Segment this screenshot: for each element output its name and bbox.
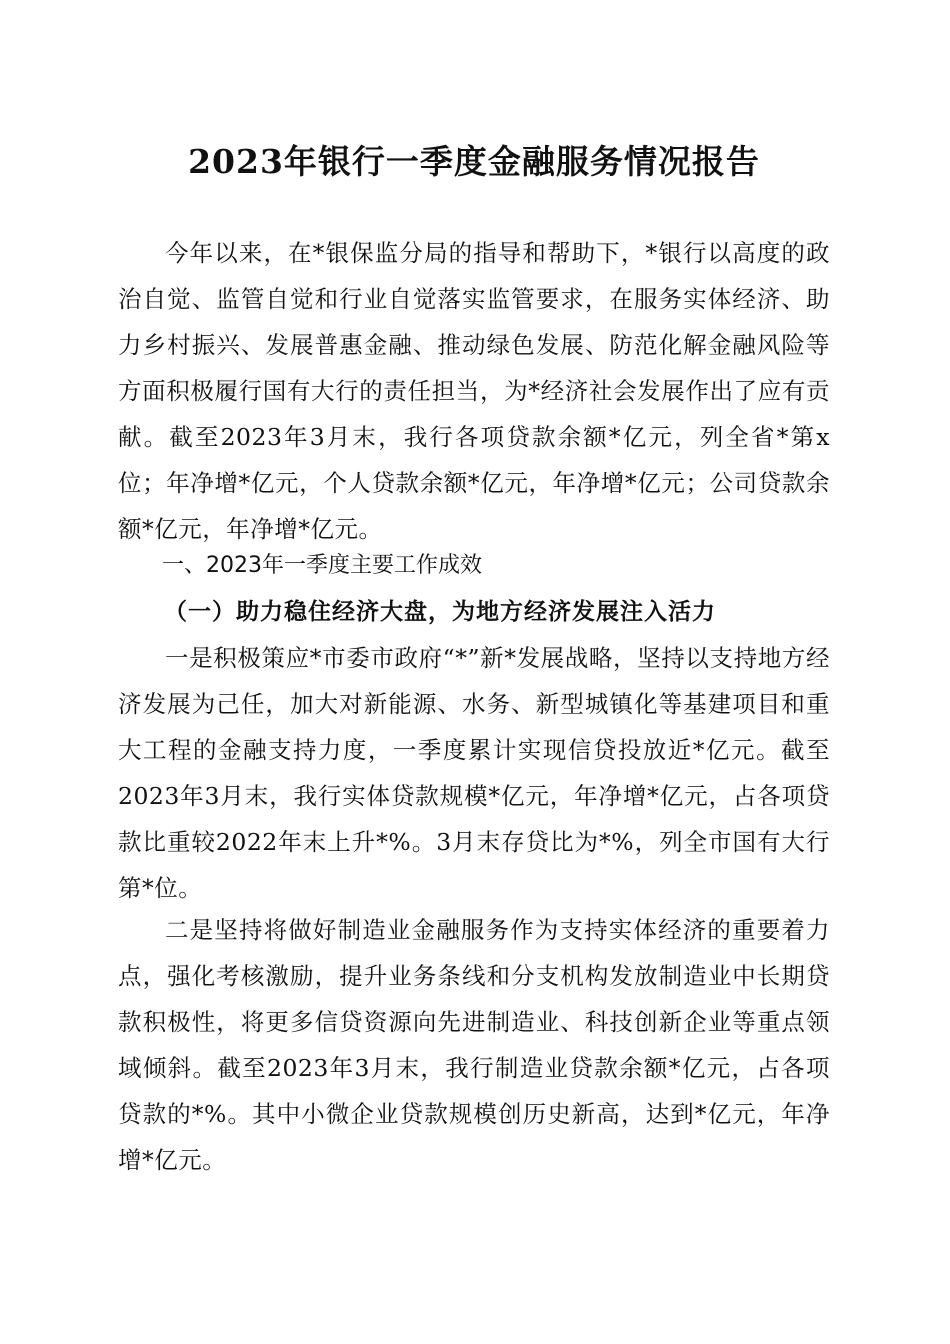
paragraph-one: 一是积极策应*市委市政府“*”新*发展战略，坚持以支持地方经济发展为己任，加大对新能源、水务、新型城镇化等基建项目和重大工程的金融支持力度，一季度累计实现信贷投放近*亿元。截至2023年3月末，我行实体贷款规模*亿元，年净增*亿元，占各项贷款比重较2022年末上升*%。3月末存贷比为*%，列全市国有大行第*位。 [118,644,830,902]
document-title: 2023年银行一季度金融服务情况报告 [188,142,760,181]
section-heading: 一、2023年一季度主要工作成效 [162,553,482,578]
paragraph-two: 二是坚持将做好制造业金融服务作为支持实体经济的重要着力点，强化考核激励，提升业务条线和分支机构发放制造业中长期贷款积极性，将更多信贷资源向先进制造业、科技创新企业等重点领域倾斜。截至2023年3月末，我行制造业贷款余额*亿元，占各项贷款的*%。其中小微企业贷款规模创历史新高，达到*亿元，年净增*亿元。 [118,916,830,1174]
subsection-heading: （一）助力稳住经济大盘，为地方经济发展注入活力 [164,598,716,625]
intro-paragraph: 今年以来，在*银保监分局的指导和帮助下，*银行以高度的政治自觉、监管自觉和行业自觉落实监管要求，在服务实体经济、助力乡村振兴、发展普惠金融、推动绿色发展、防范化解金融风险等方面积极履行国有大行的责任担当，为*经济社会发展作出了应有贡献。截至2023年3月末，我行各项贷款余额*亿元，列全省*第x位；年净增*亿元，个人贷款余额*亿元，年净增*亿元；公司贷款余额*亿元，年净增*亿元。 [118,239,830,543]
